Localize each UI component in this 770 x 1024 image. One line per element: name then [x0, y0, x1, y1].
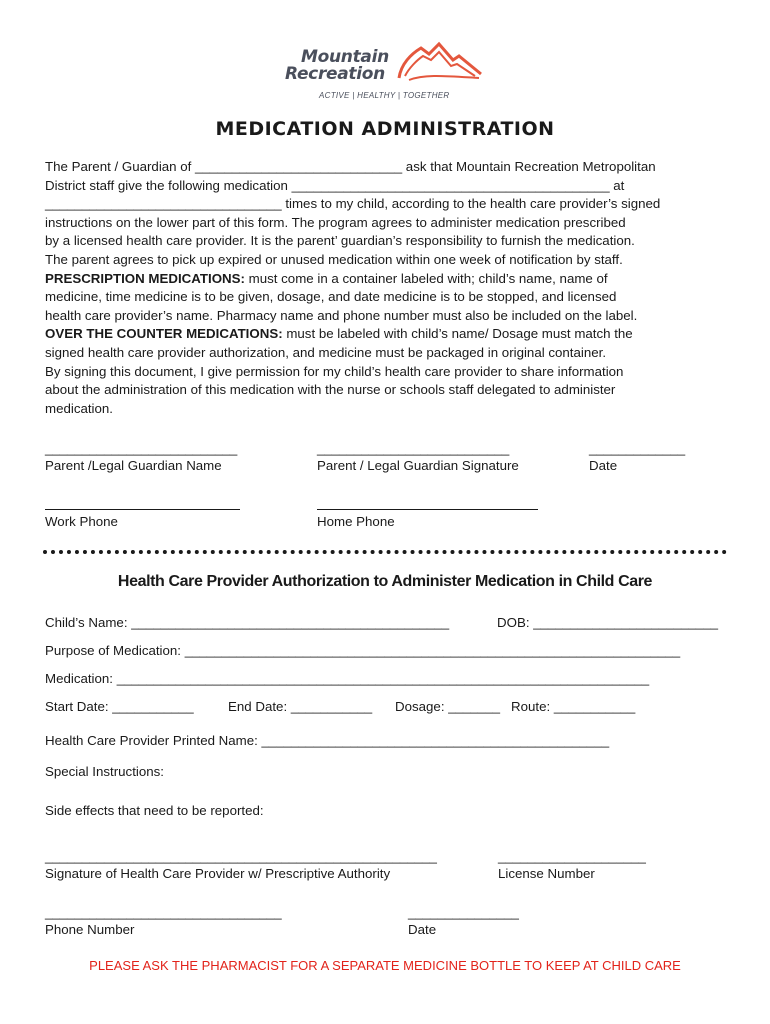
parent-date-field[interactable]: _____________: [589, 441, 686, 456]
logo-word-mountain: Mountain: [301, 47, 389, 67]
provider-date-field[interactable]: _______________: [408, 905, 519, 920]
provider-phone-field[interactable]: ________________________________: [45, 905, 282, 920]
paragraph-line: ________________________________ times to my child, according to the health care provider’s signed: [45, 196, 661, 212]
pharmacist-notice: PLEASE ASK THE PHARMACIST FOR A SEPARATE MEDICINE BOTTLE TO KEEP AT CHILD CARE: [89, 958, 681, 973]
paragraph-text: must come in a container labeled with; child’s name, name of: [244, 270, 608, 286]
paragraph-line: health care provider’s name. Pharmacy name and phone number must also be included on the label.: [45, 307, 638, 323]
paragraph-line: [45, 325, 735, 344]
paragraph-line: medicine, time medicine is to be given, dosage, and date medicine is to be stopped, and licensed: [45, 289, 617, 305]
parent-name-field[interactable]: __________________________: [45, 441, 238, 456]
consent-paragraph: [45, 158, 735, 418]
provider-signature-label: Signature of Health Care Provider w/ Prescriptive Authority: [45, 866, 391, 881]
dosage-field[interactable]: Dosage: _______: [395, 699, 500, 714]
route-field[interactable]: Route: ___________: [511, 699, 636, 714]
medication-field[interactable]: Medication: ________________________________________________________________________: [45, 671, 650, 686]
parent-signature-label: Parent / Legal Guardian Signature: [317, 458, 519, 473]
paragraph-line: instructions on the lower part of this form. The program agrees to administer medication prescribed: [45, 214, 626, 230]
section-divider: [43, 550, 727, 554]
provider-signature-field[interactable]: _____________________________________________________: [45, 849, 437, 864]
paragraph-line: By signing this document, I give permission for my child’s health care provider to share information: [45, 363, 624, 379]
page-title: MEDICATION ADMINISTRATION: [215, 118, 555, 140]
mountain-icon: [395, 40, 485, 86]
start-date-field[interactable]: Start Date: ___________: [45, 699, 194, 714]
paragraph-line: [45, 270, 735, 289]
parent-name-label: Parent /Legal Guardian Name: [45, 458, 222, 473]
license-number-label: License Number: [498, 866, 595, 881]
work-phone-field[interactable]: [45, 509, 240, 510]
mountain-recreation-logo: [283, 40, 488, 104]
parent-signature-field[interactable]: __________________________: [317, 441, 510, 456]
parent-date-label: Date: [589, 458, 618, 473]
license-number-field[interactable]: ____________________: [498, 849, 646, 864]
prescription-heading: PRESCRIPTION MEDICATIONS:: [45, 270, 245, 286]
logo-tagline: ACTIVE | HEALTHY | TOGETHER: [319, 91, 450, 100]
provider-phone-label: Phone Number: [45, 922, 135, 937]
purpose-field[interactable]: Purpose of Medication: ___________________________________________________________________: [45, 643, 681, 658]
paragraph-line: medication.: [45, 400, 113, 416]
otc-heading: OVER THE COUNTER MEDICATIONS:: [45, 326, 283, 342]
paragraph-line: by a licensed health care provider. It is the parent’ guardian’s responsibility to furnish the medication.: [45, 233, 635, 249]
special-instructions-label: Special Instructions:: [45, 764, 164, 779]
provider-section-heading: Health Care Provider Authorization to Administer Medication in Child Care: [117, 573, 653, 590]
home-phone-label: Home Phone: [317, 514, 395, 529]
end-date-field[interactable]: End Date: ___________: [228, 699, 373, 714]
provider-name-field[interactable]: Health Care Provider Printed Name: _______________________________________________: [45, 733, 610, 748]
side-effects-label: Side effects that need to be reported:: [45, 803, 264, 818]
paragraph-line: The parent agrees to pick up expired or unused medication within one week of notification by staff.: [45, 251, 623, 267]
paragraph-text: must be labeled with child’s name/ Dosage must match the: [282, 326, 633, 342]
logo-word-recreation: Recreation: [285, 64, 385, 84]
dob-field[interactable]: DOB: _________________________: [497, 615, 719, 630]
paragraph-line: The Parent / Guardian of ____________________________ ask that Mountain Recreation Metropolitan: [45, 159, 656, 174]
childs-name-field[interactable]: Child’s Name: ___________________________________________: [45, 615, 450, 630]
home-phone-field[interactable]: [317, 509, 538, 510]
paragraph-line: signed health care provider authorization, and medicine must be packaged in original container.: [45, 344, 607, 360]
provider-date-label: Date: [408, 922, 437, 937]
paragraph-line: about the administration of this medication with the nurse or schools staff delegated to administer: [45, 382, 616, 398]
paragraph-line: District staff give the following medication ___________________________________________ at: [45, 177, 625, 193]
work-phone-label: Work Phone: [45, 514, 118, 529]
